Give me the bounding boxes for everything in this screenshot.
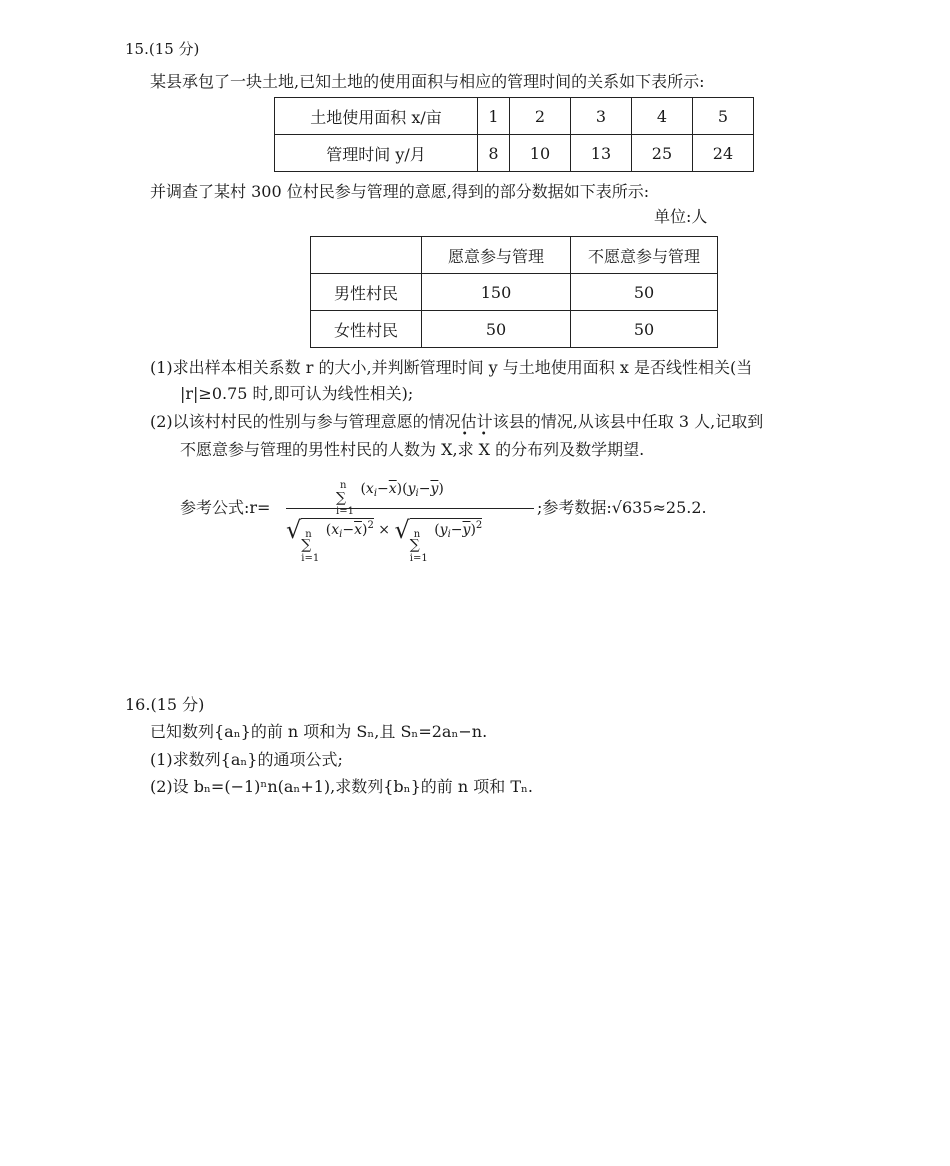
x-value: 5 [692, 98, 753, 135]
survey-header-willing: 愿意参与管理 [422, 237, 571, 274]
part2-emphasis [460, 412, 493, 440]
q15-header: 15.(15 分) [125, 40, 200, 58]
q16-line2: (1)求数列{aₙ}的通项公式; [150, 750, 343, 769]
area-time-table [274, 97, 754, 172]
x-value: 4 [631, 98, 692, 135]
row-label-female: 女性村民 [311, 311, 422, 348]
y-value: 25 [631, 135, 692, 172]
formula-fraction-bar [286, 508, 534, 509]
formula-denominator: √ n ∑ i=1 $(x_i-\overline{x})^2$ × √ n ∑ i=1 $(y_i-\overline{y})^2$ [286, 516, 483, 564]
reference-data: ;参考数据:√635≈25.2. [537, 498, 707, 517]
x-value: 3 [570, 98, 631, 135]
part2-line2: 不愿意参与管理的男性村民的人数为 X,求 X 的分布列及数学期望. [180, 440, 645, 459]
part2-emphasis-text: 估计 [460, 412, 493, 431]
unit-label: 单位:人 [654, 207, 708, 226]
row-label-male: 男性村民 [311, 274, 422, 311]
row-label-area: 土地使用面积 x/亩 [275, 98, 478, 135]
part1-line2: |r|≥0.75 时,即可认为线性相关); [180, 384, 414, 403]
cell-female-willing: 50 [422, 311, 571, 348]
part2-text-b: 该县的情况,从该县中任取 3 人,记取到 [492, 412, 764, 431]
y-value: 13 [570, 135, 631, 172]
q15-intro: 某县承包了一块土地,已知土地的使用面积与相应的管理时间的关系如下表所示: [150, 72, 705, 91]
emphasis-dots-icon: • • [461, 429, 492, 440]
part2-text-a: (2)以该村村民的性别与参与管理意愿的情况 [150, 412, 461, 431]
survey-table [310, 236, 718, 348]
cell-male-unwilling: 50 [571, 274, 718, 311]
y-value: 24 [692, 135, 753, 172]
survey-header-unwilling: 不愿意参与管理 [571, 237, 718, 274]
row-label-time: 管理时间 y/月 [275, 135, 478, 172]
x-value: 1 [478, 98, 510, 135]
cell-male-willing: 150 [422, 274, 571, 311]
x-value: 2 [509, 98, 570, 135]
correlation-formula [286, 470, 536, 564]
formula-label: 参考公式:r= [180, 498, 271, 517]
cell-female-unwilling: 50 [571, 311, 718, 348]
q16-line3: (2)设 bₙ=(−1)ⁿn(aₙ+1),求数列{bₙ}的前 n 项和 Tₙ. [150, 777, 534, 796]
survey-text: 并调查了某村 300 位村民参与管理的意愿,得到的部分数据如下表所示: [150, 182, 650, 201]
formula-numerator: n ∑ i=1 $(x_i-\overline{x})(y_i-\overline{y})$ [336, 480, 444, 517]
survey-header-empty [311, 237, 422, 274]
q16-line1: 已知数列{aₙ}的前 n 项和为 Sₙ,且 Sₙ=2aₙ−n. [150, 722, 488, 741]
q16-header: 16.(15 分) [125, 695, 205, 714]
y-value: 10 [509, 135, 570, 172]
y-value: 8 [478, 135, 510, 172]
part1-line1: (1)求出样本相关系数 r 的大小,并判断管理时间 y 与土地使用面积 x 是否线性相关(当 [150, 358, 753, 377]
part2-line1 [150, 412, 764, 440]
